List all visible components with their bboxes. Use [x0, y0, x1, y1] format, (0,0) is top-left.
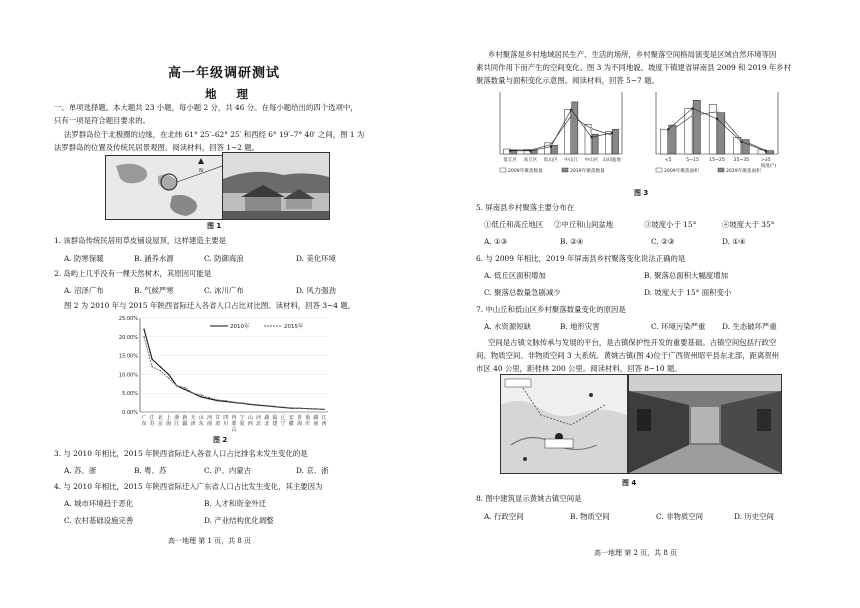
fig3a-x-tick-label: 高丘区	[523, 158, 538, 163]
fig2-x-tick-label: 海	[296, 421, 302, 427]
fig3b-bar	[693, 100, 700, 154]
q2-stem: 2. 岛屿上几乎没有一棵天然树木，其原因可能是	[54, 269, 212, 278]
fig3a-x-tick-label: 山间盆地	[602, 158, 622, 163]
fig2-x-tick-label: 山	[247, 415, 253, 421]
fig2-x-tick-label: 津	[190, 421, 196, 427]
fig2-y-tick-label: 25.00%	[118, 316, 138, 322]
fig2-data-point	[168, 377, 169, 378]
fig2-data-point	[168, 374, 169, 375]
q1-stem: 1. 该群岛传统民居用草皮铺设屋顶，这样建造主要是	[54, 236, 226, 245]
fig2-x-tick-label: 辽	[280, 415, 286, 421]
fig2-x-tick-label: 夏	[239, 421, 245, 427]
subject-title: 地 理	[205, 87, 257, 101]
fig2-x-tick-label: 江	[149, 415, 155, 421]
fig2-x-tick-label: 川	[223, 421, 229, 427]
fig2-x-tick-label: 京	[157, 421, 163, 427]
fig2-x-tick-label: 天	[190, 415, 196, 421]
fig3a-bar	[592, 134, 598, 154]
fig2-x-tick-label: 肃	[215, 421, 221, 427]
fig3-landform-chart	[486, 88, 636, 180]
fig2-x-tick-label: 南	[313, 421, 319, 427]
fig2-data-point	[315, 408, 316, 409]
fig3a-bar	[612, 129, 618, 154]
fig3b-bar	[718, 113, 725, 154]
fig3a-legend-label: 2009年聚落数量	[508, 169, 543, 174]
intro4-paragraph: 空间是古镇文脉传承与发展的平台，是古镇保护性开发的重要基础。古镇空间包括行政空	[488, 338, 777, 347]
fig2-x-tick-label: 北	[157, 415, 163, 421]
q5-option-b[interactable]: B. ②④	[560, 237, 584, 246]
fig2-x-tick-label: 福	[272, 415, 278, 421]
fig2-caption: 图 2	[213, 436, 228, 444]
intro2-paragraph: 图 2 为 2010 年与 2015 年陕西省际迁入各省人口占比对比图。读材料，回答 3~4 题。	[64, 301, 356, 310]
fig3a-legend-label: 2019年聚落数量	[570, 169, 605, 174]
q7-option-c[interactable]: C. 环境污染严重	[651, 322, 706, 331]
q2-option-d[interactable]: D. 风力强劲	[296, 286, 336, 295]
fig2-data-point	[225, 400, 226, 401]
fig2-x-tick-label: 山	[198, 415, 204, 421]
fig2-x-tick-label: 新	[182, 415, 188, 421]
svg-text:N: N	[199, 168, 203, 174]
fig3b-bar	[669, 125, 676, 154]
fig2-data-point	[217, 399, 218, 400]
fig3b-data-point	[692, 107, 694, 109]
fig2-data-point	[250, 403, 251, 404]
fig3a-bar	[504, 149, 510, 154]
q8-option-c[interactable]: C. 非物质空间	[656, 512, 704, 521]
fig3a-data-point	[591, 128, 593, 130]
fig2-data-point	[241, 402, 242, 403]
q5-choice-1: ①低丘和高丘地区	[484, 220, 544, 229]
fig3-slope-chart	[642, 88, 792, 180]
fig3a-data-point	[530, 150, 532, 152]
fig2-x-tick-label: 安	[288, 415, 294, 421]
fig3a-bar	[544, 143, 550, 154]
q7-option-b[interactable]: B. 地形灾害	[560, 322, 600, 331]
intro-paragraph: 法罗群岛位于北极圈的边缘，在北纬 61° 25′–62° 25′ 和西经 6° 19′–7° 40′ 之间，图 1 为	[64, 130, 365, 139]
fig2-data-point	[323, 409, 324, 410]
fig2-x-tick-label: 内	[231, 415, 237, 421]
q7-option-a[interactable]: A. 水资源短缺	[484, 322, 531, 331]
fig2-y-tick-label: 15.00%	[118, 353, 138, 360]
fig4-caption: 图 4	[622, 479, 637, 487]
fig3-caption: 图 3	[634, 189, 649, 197]
q3-option-a[interactable]: A. 苏、浙	[64, 466, 97, 475]
fig3a-legend-swatch	[500, 168, 506, 172]
fig2-x-tick-label: 北	[264, 421, 270, 427]
fig3a-data-point	[570, 109, 572, 111]
fig3b-series-line	[668, 108, 766, 151]
q2-option-b[interactable]: B. 气候严寒	[134, 286, 174, 295]
q7-stem: 7. 中山丘和低山区乡村聚落数量变化的原因是	[476, 305, 626, 314]
fig2-x-tick-label: 宁	[239, 415, 245, 421]
fig2-x-tick-label: 建	[272, 421, 278, 427]
fig2-x-tick-label: 四	[223, 415, 229, 421]
q2-option-c[interactable]: C. 冰川广布	[204, 286, 244, 295]
q3-option-c[interactable]: C. 沪、内蒙古	[204, 466, 252, 475]
fig2-migration-line-chart	[110, 312, 332, 434]
fig2-x-tick-label: 苏	[149, 421, 155, 427]
fig2-x-tick-label: 宁	[280, 421, 286, 427]
fig2-x-tick-label: 河	[256, 415, 262, 421]
fig3a-x-tick-label: 低山区	[543, 158, 558, 163]
page1-footer: 高一地理 第 1 页，共 8 页	[168, 537, 252, 545]
q6-option-b[interactable]: B. 聚落总面积大幅度增加	[644, 271, 729, 280]
fig2-y-tick-label: 20.00%	[118, 334, 138, 341]
fig2-x-tick-label: 南	[206, 421, 212, 427]
q3-option-b[interactable]: B. 粤、苏	[134, 466, 167, 475]
fig3b-data-point	[740, 141, 742, 143]
fig2-x-tick-label: 甘	[215, 415, 221, 421]
section1-instruction: 一、单项选择题。本大题共 23 小题，每小题 2 分，共 46 分。在每小题给出的四个选项中，	[54, 103, 358, 112]
q5-option-d[interactable]: D. ①④	[722, 237, 746, 246]
fig4-street-photo	[628, 374, 782, 474]
fig2-x-tick-label: 河	[206, 415, 212, 421]
fig2-data-point	[143, 336, 144, 337]
q6-stem: 6. 与 2009 年相比，2019 年屏南县乡村聚落变化说法正确的是	[476, 254, 686, 263]
fig2-x-tick-label: 西	[247, 421, 253, 427]
fig2-x-tick-label: 湖	[313, 415, 319, 421]
fig3a-legend-swatch	[562, 168, 568, 172]
fig2-data-point	[184, 389, 185, 390]
q8-option-a[interactable]: A. 行政空间	[484, 512, 524, 521]
fig3a-data-point	[550, 146, 552, 148]
q3-stem: 3. 与 2010 年相比，2015 年陕西省际迁入各省人口占比排名未发生变化的是	[54, 449, 308, 458]
fig1-house-photo	[222, 152, 330, 220]
q3-option-d[interactable]: D. 京、浙	[296, 466, 329, 475]
q8-option-d[interactable]: D. 历史空间	[734, 512, 774, 521]
q4-option-c[interactable]: C. 农村基础设施完善	[64, 516, 134, 525]
q6-option-c[interactable]: C. 聚落总数量急剧减少	[484, 288, 561, 297]
fig2-data-point	[201, 396, 202, 397]
fig2-data-point	[299, 408, 300, 409]
fig2-x-tick-label: 庆	[305, 421, 311, 427]
fig1-caption: 图 1	[207, 222, 222, 230]
page2-footer: 高一地理 第 2 页，共 8 页	[594, 549, 678, 557]
fig3a-bar	[572, 102, 578, 154]
fig2-data-point	[209, 397, 210, 398]
fig3b-x-tick-label: 15~25	[709, 158, 725, 163]
fig2-x-tick-label: 湖	[264, 415, 270, 421]
fig2-x-tick-label: 广	[141, 415, 147, 421]
exam-title: 高一年级调研测试	[168, 66, 281, 81]
fig3a-bar	[585, 124, 591, 154]
q4-option-d[interactable]: D. 产业结构优化调整	[204, 516, 274, 525]
fig2-legend-label: 2010年	[230, 324, 250, 330]
fig2-legend-label: 2015年	[284, 324, 304, 330]
fig3b-legend-label: 2019年聚落面积	[726, 169, 761, 174]
fig3b-x-tick-label: 5~15	[686, 158, 699, 163]
fig2-series-line	[144, 329, 324, 409]
intro4-paragraph-cont1: 间、物质空间、非物质空间 3 大系统。黄姚古镇(图 4)位于广西贺州昭平县东北部，距离贺州	[476, 351, 780, 360]
intro4-paragraph-cont2: 市区 40 公里，距桂林 200 公里。阅读材料，回答 8~10 题。	[476, 364, 682, 373]
q8-option-b[interactable]: B. 物质空间	[570, 512, 610, 521]
fig2-data-point	[160, 370, 161, 371]
fig2-x-tick-label: 疆	[182, 421, 188, 427]
q5-choice-4: ④坡度大于 35°	[722, 220, 775, 229]
q7-option-d[interactable]: D. 生态破坏严重	[722, 322, 777, 331]
q4-option-a[interactable]: A. 城市环境趋于恶化	[64, 499, 134, 508]
fig2-data-point	[291, 407, 292, 408]
fig3b-legend-swatch	[718, 168, 724, 172]
q5-stem: 5. 屏南县乡村聚落主要分布在	[476, 203, 575, 212]
fig2-data-point	[201, 394, 202, 395]
fig2-data-point	[282, 406, 283, 407]
fig2-data-point	[151, 359, 152, 360]
fig2-x-tick-label: 江	[174, 421, 180, 427]
fig3b-x-tick-label: >35	[760, 158, 771, 163]
fig3b-data-point	[667, 128, 669, 130]
fig2-x-tick-label: 徽	[288, 421, 294, 427]
q5-choice-3: ③坡度小于 15°	[644, 220, 697, 229]
fig3a-bar	[605, 132, 611, 154]
fig2-x-tick-label: 东	[141, 421, 147, 427]
fig2-data-point	[160, 366, 161, 367]
q6-option-a[interactable]: A. 低丘区面积增加	[484, 271, 546, 280]
fig2-x-tick-label: 古	[231, 427, 237, 433]
q5-option-a[interactable]: A. ①③	[484, 237, 508, 246]
fig3a-x-tick-label: 低丘区	[503, 158, 518, 163]
fig2-x-tick-label: 北	[256, 421, 262, 427]
fig3a-bar	[531, 150, 537, 154]
fig2-y-tick-label: 0.00%	[122, 410, 138, 416]
fig2-x-tick-label: 浙	[174, 415, 180, 421]
q4-option-b[interactable]: B. 人才和资金外迁	[204, 499, 266, 508]
intro3-paragraph: 乡村聚落是乡村地域居民生产、生活的场所，乡村聚落空间格局演变是区域自然环境等因	[488, 50, 777, 59]
q5-choice-2: ②中丘和山间盆地	[554, 220, 614, 229]
q2-option-a[interactable]: A. 沼泽广布	[64, 286, 104, 295]
fig2-data-point	[258, 404, 259, 405]
fig2-x-tick-label: 青	[296, 415, 302, 421]
intro-paragraph-cont: 法罗群岛的位置及传统民居景观图。阅读材料，回答 1~2 题。	[54, 143, 260, 152]
fig2-data-point	[274, 406, 275, 407]
fig2-data-point	[184, 387, 185, 388]
fig2-data-point	[307, 408, 308, 409]
fig2-x-tick-label: 海	[166, 421, 172, 427]
q1-option-b[interactable]: B. 涵养水源	[134, 254, 174, 263]
fig2-data-point	[266, 405, 267, 406]
fig3b-data-point	[716, 118, 718, 120]
fig3a-data-point	[591, 136, 593, 138]
fig2-x-tick-label: 重	[305, 415, 311, 421]
fig2-x-tick-label: 江	[321, 415, 327, 421]
fig3a-bar	[551, 145, 557, 154]
fig3b-x-tick-label: <5	[664, 158, 672, 163]
fig3b-x-axis-label: 坡度(°)	[760, 164, 776, 169]
fig3b-legend-swatch	[656, 168, 662, 172]
fig3b-series-line	[668, 112, 766, 151]
fig2-data-point	[176, 385, 177, 386]
fig3b-bar	[766, 151, 773, 154]
q1-option-d[interactable]: D. 美化环境	[296, 254, 336, 263]
fig2-data-point	[233, 402, 234, 403]
fig2-x-tick-label: 东	[198, 421, 204, 427]
fig1-location-map	[105, 155, 223, 220]
fig2-x-tick-label: 西	[321, 421, 327, 427]
fig2-x-tick-label: 上	[166, 415, 172, 421]
q1-option-a[interactable]: A. 防寒保暖	[64, 254, 104, 263]
intro3-paragraph-cont1: 素共同作用下而产生的空间变化。图 3 为不同地貌、坡度下镇建省屏南县 2009 和 2019 年乡村	[476, 63, 792, 72]
fig2-data-point	[151, 366, 152, 367]
fig2-data-point	[192, 393, 193, 394]
fig3b-bar	[660, 129, 667, 154]
fig3a-data-point	[611, 132, 613, 134]
fig2-y-tick-label: 10.00%	[118, 372, 138, 379]
fig2-x-tick-label: 蒙	[231, 421, 237, 427]
fig3a-x-tick-label: 中山丘	[564, 158, 579, 163]
q5-option-c[interactable]: C. ②③	[651, 237, 675, 246]
fig3b-x-tick-label: 25~35	[733, 158, 750, 163]
q4-stem: 4. 与 2010 年相比，2015 年陕西省际迁入广东省人口占比发生变化，其主要因为	[54, 482, 323, 491]
fig2-data-point	[143, 329, 144, 330]
fig3a-data-point	[509, 150, 511, 152]
section1-instruction-cont: 只有一项是符合题目要求的。	[54, 116, 151, 125]
fig3b-data-point	[765, 150, 767, 152]
fig2-y-tick-label: 5.00%	[122, 391, 138, 398]
intro3-paragraph-cont2: 聚落数量与面积变化示意图。阅读材料，回答 5~7 题。	[476, 76, 659, 85]
q6-option-d[interactable]: D. 坡度大于 15° 面积变小	[644, 288, 732, 297]
fig3b-bar	[685, 109, 692, 154]
fig2-series-line	[144, 337, 324, 410]
fig4-location-map	[500, 374, 628, 474]
fig3a-x-tick-label: 中山区	[584, 158, 599, 163]
fig3b-legend-label: 2009年聚落面积	[664, 169, 699, 174]
q1-option-c[interactable]: C. 防御海浪	[204, 254, 244, 263]
fig3b-bar	[742, 140, 749, 154]
q8-stem: 8. 图中建筑显示黄姚古镇空间是	[476, 494, 582, 503]
